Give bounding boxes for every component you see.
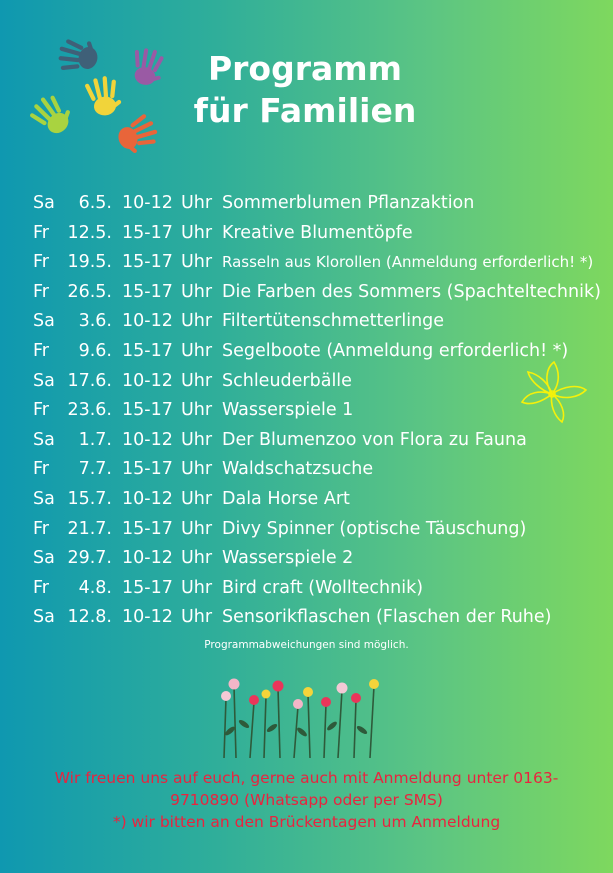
event-uhr: Uhr [181, 489, 213, 509]
event-activity: Der Blumenzoo von Flora zu Fauna [222, 429, 527, 450]
schedule-row [0, 425, 613, 455]
event-time: 10-12 [122, 193, 173, 213]
event-day: Sa [33, 370, 55, 391]
event-date: 26.5. [67, 281, 112, 302]
event-date: 21.7. [67, 518, 112, 539]
event-day: Fr [33, 577, 49, 598]
event-activity: Divy Spinner (optische Täuschung) [222, 518, 527, 539]
event-time: 10-12 [122, 370, 173, 391]
event-time: 15-17 [122, 252, 173, 273]
event-activity: Segelboote (Anmeldung erforderlich! *) [222, 341, 569, 361]
event-date: 4.8. [78, 577, 112, 598]
event-activity: Wasserspiele 2 [222, 548, 354, 569]
hands-icon [30, 28, 170, 163]
event-date: 3.6. [78, 311, 112, 332]
event-uhr: Uhr [181, 518, 213, 539]
event-date: 12.8. [67, 607, 112, 628]
event-uhr: Uhr [181, 193, 213, 213]
event-day: Fr [33, 281, 49, 302]
wildflowers-icon [214, 676, 386, 758]
event-day: Sa [33, 607, 55, 628]
event-day: Sa [33, 489, 55, 509]
event-uhr: Uhr [181, 577, 213, 598]
footer-line-3: *) wir bitten an den Brückentagen um Anmeldung [112, 813, 501, 831]
contact-footer [0, 767, 613, 833]
schedule-row [0, 247, 613, 277]
event-date: 15.7. [67, 489, 112, 509]
event-uhr: Uhr [181, 222, 213, 243]
event-day: Fr [33, 400, 49, 421]
event-date: 19.5. [67, 252, 112, 273]
event-date: 29.7. [67, 548, 112, 569]
event-day: Sa [33, 548, 55, 569]
event-uhr: Uhr [181, 459, 213, 480]
event-day: Sa [33, 311, 55, 332]
event-activity: Rasseln aus Klorollen (Anmeldung erforderlich! *) [222, 253, 594, 272]
schedule-row [0, 188, 613, 218]
schedule-row [0, 454, 613, 484]
event-time: 15-17 [122, 518, 173, 539]
event-uhr: Uhr [181, 252, 213, 273]
event-time: 15-17 [122, 577, 173, 598]
event-time: 15-17 [122, 400, 173, 421]
event-uhr: Uhr [181, 429, 213, 450]
event-date: 23.6. [67, 400, 112, 421]
event-uhr: Uhr [181, 370, 213, 391]
schedule-row [0, 514, 613, 544]
event-date: 6.5. [78, 193, 112, 213]
event-day: Fr [33, 252, 49, 273]
schedule-row [0, 306, 613, 336]
event-date: 7.7. [78, 459, 112, 480]
footer-line-2: 9710890 (Whatsapp oder per SMS) [170, 791, 443, 809]
schedule-row [0, 573, 613, 603]
event-uhr: Uhr [181, 400, 213, 421]
event-day: Sa [33, 193, 55, 213]
event-date: 1.7. [78, 429, 112, 450]
event-date: 12.5. [67, 222, 112, 243]
event-time: 15-17 [122, 222, 173, 243]
event-activity: Waldschatzsuche [222, 459, 374, 480]
event-activity: Schleuderbälle [222, 370, 352, 391]
event-day: Fr [33, 459, 49, 480]
schedule-row [0, 218, 613, 248]
title-line-2: für Familien [193, 91, 417, 130]
event-time: 10-12 [122, 429, 173, 450]
footer-line-1: Wir freuen uns auf euch, gerne auch mit Anmeldung unter 0163- [54, 769, 559, 787]
event-time: 10-12 [122, 489, 173, 509]
event-day: Fr [33, 518, 49, 539]
event-uhr: Uhr [181, 281, 213, 302]
event-time: 15-17 [122, 459, 173, 480]
event-activity: Sommerblumen Pflanzaktion [222, 193, 475, 213]
event-time: 10-12 [122, 607, 173, 628]
schedule-row [0, 543, 613, 573]
title-line-1: Programm [207, 49, 403, 88]
event-activity: Sensorikflaschen (Flaschen der Ruhe) [222, 607, 552, 628]
event-day: Sa [33, 429, 55, 450]
event-time: 10-12 [122, 311, 173, 332]
event-date: 9.6. [78, 341, 112, 361]
page-title [150, 48, 460, 132]
event-activity: Die Farben des Sommers (Spachteltechnik) [222, 281, 601, 302]
event-uhr: Uhr [181, 548, 213, 569]
event-activity: Filtertütenschmetterlinge [222, 311, 445, 332]
event-day: Fr [33, 341, 49, 361]
event-activity: Bird craft (Wolltechnik) [222, 577, 424, 598]
event-time: 15-17 [122, 281, 173, 302]
event-activity: Wasserspiele 1 [222, 400, 354, 421]
event-uhr: Uhr [181, 311, 213, 332]
event-activity: Dala Horse Art [222, 489, 350, 509]
schedule-row [0, 277, 613, 307]
event-time: 15-17 [122, 341, 173, 361]
event-uhr: Uhr [181, 341, 213, 361]
event-uhr: Uhr [181, 607, 213, 628]
flower-outline-icon [512, 358, 592, 428]
event-activity: Kreative Blumentöpfe [222, 222, 413, 243]
event-day: Fr [33, 222, 49, 243]
event-time: 10-12 [122, 548, 173, 569]
schedule-row [0, 602, 613, 632]
event-date: 17.6. [67, 370, 112, 391]
schedule-row [0, 484, 613, 514]
program-note: Programmabweichungen sind möglich. [204, 639, 409, 651]
